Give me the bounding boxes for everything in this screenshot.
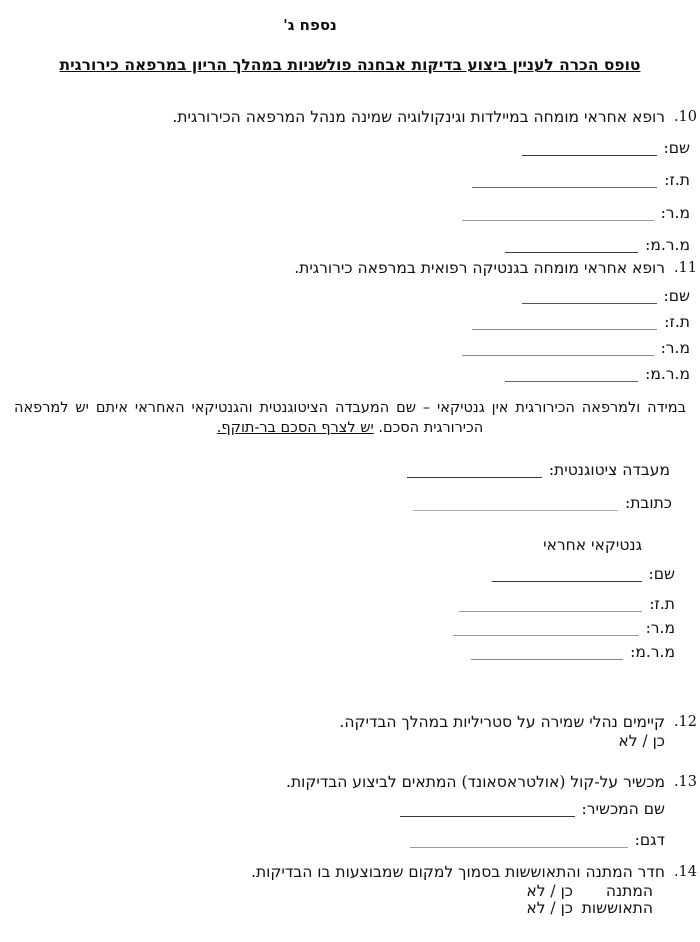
item-11-id-field xyxy=(472,313,690,332)
geneticist-expert-license-field xyxy=(471,643,675,662)
form-title: טופס הכרה לעניין ביצוע בדיקות אבחנה פולשניות במהלך הריון במרפאה כירורגית xyxy=(59,55,641,74)
address-label: כתובת: xyxy=(625,494,672,512)
agreement-paragraph-line1: במידה ולמרפאה הכירורגית אין גנטיקאי – שם המעבדה הציטוגנטית והגנטיקאי האחראי איתם יש למרפאה xyxy=(14,400,686,416)
expert-license-blank-line xyxy=(505,368,638,382)
lab-address-field xyxy=(413,494,672,513)
id-blank-line xyxy=(472,316,657,330)
device-name-blank-line xyxy=(400,803,575,817)
item-11-name-field xyxy=(522,287,691,306)
expert-license-label: מ.ר.מ: xyxy=(645,365,690,383)
item-13-text: מכשיר על-קול (אולטראסאונד) המתאים לביצוע הבדיקות. xyxy=(286,773,665,791)
name-label: שם: xyxy=(663,139,690,157)
item-10-number: 10. xyxy=(673,109,697,125)
waiting-room-yes-no: כן / לא xyxy=(526,882,573,900)
name-label: שם: xyxy=(648,565,675,583)
waiting-room-label: המתנה xyxy=(605,882,653,900)
cytogenetic-lab-label: מעבדה ציטוגנטית: xyxy=(548,461,670,479)
attach-agreement-directive: יש לצרף הסכם בר-תוקף. xyxy=(216,420,374,436)
license-blank-line xyxy=(462,207,654,221)
item-11-license-field xyxy=(462,339,690,358)
license-blank-line xyxy=(462,342,654,356)
geneticist-id-field xyxy=(459,595,675,614)
expert-license-blank-line xyxy=(505,239,638,253)
device-name-field xyxy=(286,800,665,819)
name-label: שם: xyxy=(663,287,690,305)
item-12 xyxy=(339,713,697,751)
expert-license-blank-line xyxy=(471,646,623,660)
item-10 xyxy=(172,108,697,127)
item-13 xyxy=(286,773,697,850)
waiting-room-row xyxy=(251,883,653,900)
item-10-license-field xyxy=(462,204,690,223)
item-12-number: 12. xyxy=(673,714,697,730)
address-blank-line xyxy=(413,497,618,511)
item-13-number: 13. xyxy=(673,774,697,790)
item-11 xyxy=(294,259,697,278)
item-10-text: רופא אחראי מומחה במיילדות וגינקולוגיה שמינה מנהל המרפאה הכירורגית. xyxy=(172,108,665,126)
item-12-yes-no: כן / לא xyxy=(618,732,665,750)
license-label: מ.ר: xyxy=(660,339,690,357)
agreement-line2-prefix: הכירורגית הסכם. xyxy=(373,420,484,436)
device-model-blank-line xyxy=(410,834,628,848)
cytogenetic-lab-blank-line xyxy=(407,464,542,478)
expert-license-label: מ.ר.מ: xyxy=(645,236,690,254)
agreement-paragraph-line2 xyxy=(0,419,700,438)
annex-label: נספח ג' xyxy=(283,16,337,34)
item-10-name-field xyxy=(522,139,691,158)
item-14 xyxy=(251,863,697,916)
id-blank-line xyxy=(472,174,657,188)
name-blank-line xyxy=(522,290,657,304)
recovery-room-yes-no: כן / לא xyxy=(526,898,573,917)
name-blank-line xyxy=(492,568,642,582)
geneticist-section-heading: גנטיקאי אחראי xyxy=(543,536,642,554)
item-14-text: חדר המתנה והתאוששות בסמוך למקום שמבוצעות בו הבדיקות. xyxy=(251,863,665,881)
item-11-number: 11. xyxy=(673,260,697,276)
geneticist-name-field xyxy=(492,565,676,584)
license-blank-line xyxy=(453,622,639,636)
cytogenetic-lab-field xyxy=(407,461,670,480)
id-label: ת.ז: xyxy=(664,313,690,331)
device-name-label: שם המכשיר: xyxy=(581,800,665,818)
id-label: ת.ז: xyxy=(664,171,690,189)
recovery-room-row xyxy=(251,900,653,917)
id-blank-line xyxy=(459,598,642,612)
item-10-expert-license-field xyxy=(505,236,690,255)
device-model-field xyxy=(286,831,665,850)
license-label: מ.ר: xyxy=(660,204,690,222)
expert-license-label: מ.ר.מ: xyxy=(630,643,675,661)
name-blank-line xyxy=(522,142,657,156)
geneticist-license-field xyxy=(453,619,675,638)
id-label: ת.ז: xyxy=(649,595,675,613)
item-11-expert-license-field xyxy=(505,365,690,384)
item-10-id-field xyxy=(472,171,690,190)
item-11-text: רופא אחראי מומחה בגנטיקה רפואית במרפאה כירורגית. xyxy=(294,259,665,277)
recovery-room-label: התאוששות xyxy=(581,898,653,917)
license-label: מ.ר: xyxy=(645,619,675,637)
item-14-number: 14. xyxy=(673,864,697,880)
device-model-label: דגם: xyxy=(634,831,665,849)
item-12-text: קיימים נהלי שמירה על סטריליות במהלך הבדיקה. xyxy=(339,713,665,731)
